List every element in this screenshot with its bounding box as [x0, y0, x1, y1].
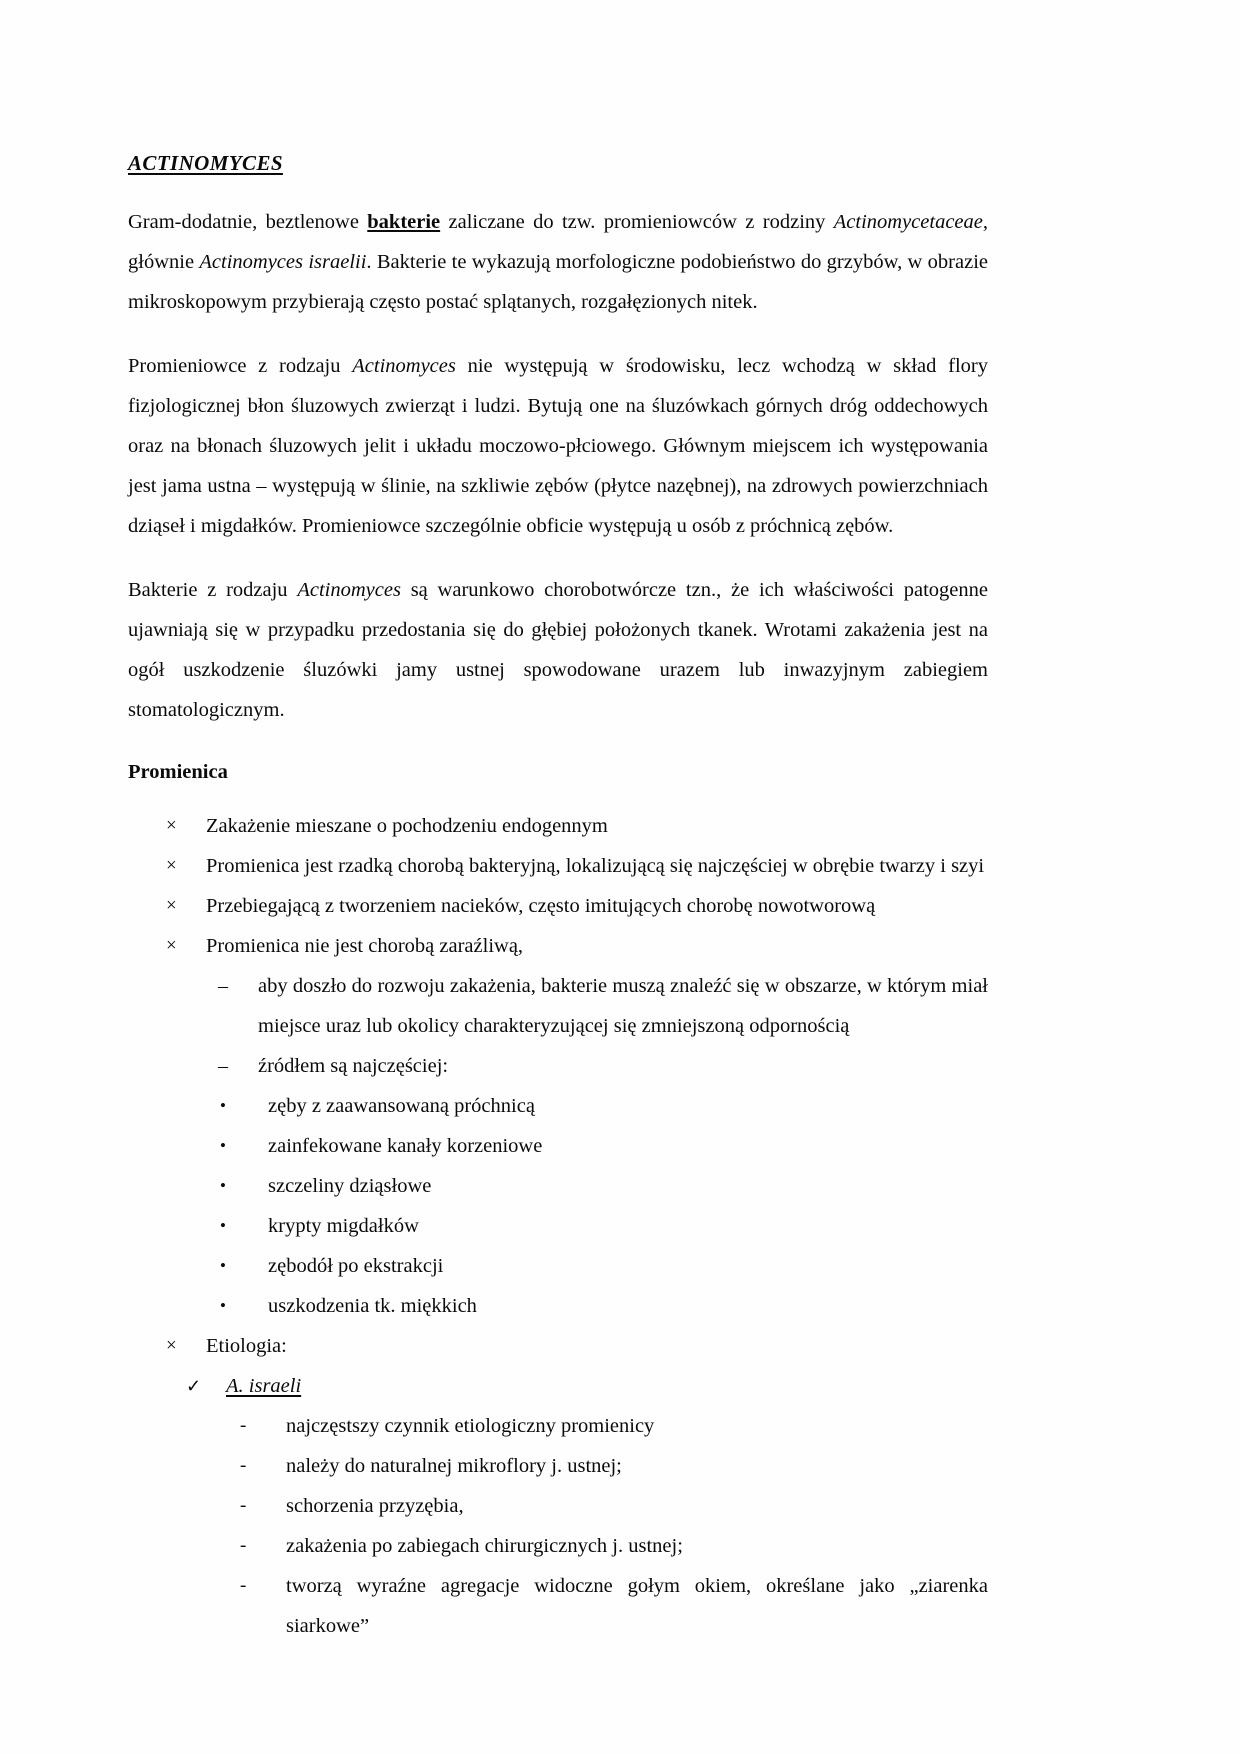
list-item-label: najczęstszy czynnik etiologiczny promienicy	[286, 1415, 655, 1438]
list-item	[240, 1446, 988, 1486]
etiologia-species-list	[186, 1366, 988, 1406]
list-item	[166, 806, 988, 846]
list-item-label: zębodół po ekstrakcji	[268, 1255, 444, 1278]
list-item	[166, 1326, 988, 1366]
list-item	[220, 1246, 988, 1286]
list-item-label: zakażenia po zabiegach chirurgicznych j. ustnej;	[286, 1535, 683, 1558]
cross-bullet-icon: ×	[166, 855, 177, 877]
p2-genus-name: Actinomyces	[352, 355, 456, 378]
dot-bullet-icon: •	[220, 1256, 226, 1276]
list-item	[220, 1286, 988, 1326]
p2-run3: nie występują w środowisku, lecz wchodzą w skład flory fizjologicznej błon śluzowych zwierząt i ludzi. Bytują one na śluzówkach górnych dróg oddechowych oraz na błonach śluzowych jelit i układu moczowo-płciowego. Głównym miejscem ich występowania jest jama ustna – występują w ślinie, na szkliwie zębów (płytce nazębnej), na zdrowych powierzchniach dziąseł i migdałków. Promieniowce szczególnie obficie występują u osób z próchnicą zębów.	[128, 355, 989, 538]
p3-run1: Bakterie z rodzaju	[128, 579, 298, 602]
paragraph-pathogenicity	[128, 570, 988, 730]
document-content	[128, 150, 988, 1646]
list-item	[240, 1526, 988, 1566]
dot-bullet-icon: •	[220, 1096, 226, 1116]
cross-bullet-icon: ×	[166, 1335, 177, 1357]
a-israeli-details-list	[240, 1406, 988, 1646]
cross-bullet-icon: ×	[166, 895, 177, 917]
etiologia-list	[166, 1326, 988, 1366]
list-item	[166, 926, 988, 966]
list-item-label: schorzenia przyzębia,	[286, 1495, 464, 1518]
species-label-a-israeli: A. israeli	[226, 1375, 302, 1398]
list-item-label: Promienica jest rzadką chorobą bakteryjną, lokalizującą się najczęściej w obrębie twarzy i szyi	[206, 855, 985, 878]
list-item-label: Etiologia:	[206, 1335, 287, 1358]
list-item	[220, 1206, 988, 1246]
dot-bullet-icon: •	[220, 1176, 226, 1196]
list-item-label: krypty migdałków	[268, 1215, 419, 1238]
cross-bullet-icon: ×	[166, 815, 177, 837]
section-heading-promienica: Promienica	[128, 761, 228, 784]
list-item-label: zęby z zaawansowaną próchnicą	[268, 1095, 535, 1118]
list-item-label: tworzą wyraźne agregacje widoczne gołym okiem, określane jako „ziarenka siarkowe”	[286, 1575, 988, 1638]
p1-bakterie-emphasis: bakterie	[367, 211, 441, 234]
check-bullet-icon: ✓	[186, 1376, 202, 1397]
p1-run1: Gram-dodatnie, beztlenowe	[128, 211, 368, 234]
hyphen-bullet-icon: -	[240, 1575, 247, 1597]
list-item	[220, 1166, 988, 1206]
p2-run1: Promieniowce z rodzaju	[128, 355, 353, 378]
list-item-label: uszkodzenia tk. miękkich	[268, 1295, 477, 1318]
list-item	[218, 1046, 988, 1086]
list-item-label: Zakażenie mieszane o pochodzeniu endogennym	[206, 815, 608, 838]
cross-bullet-icon: ×	[166, 935, 177, 957]
p1-species-name: Actinomyces israelii	[199, 251, 367, 274]
list-item	[166, 846, 988, 886]
list-item	[166, 886, 988, 926]
list-item-label: zainfekowane kanały korzeniowe	[268, 1135, 543, 1158]
list-item	[240, 1566, 988, 1646]
dot-bullet-icon: •	[220, 1136, 226, 1156]
dash-bullet-icon: –	[218, 1055, 228, 1078]
promienica-list	[166, 806, 988, 966]
transmission-sublist	[218, 966, 988, 1086]
list-item	[240, 1486, 988, 1526]
p1-family-name: Actinomycetaceae	[833, 211, 983, 234]
dash-bullet-icon: –	[218, 975, 228, 998]
list-item-label: należy do naturalnej mikroflory j. ustnej;	[286, 1455, 622, 1478]
hyphen-bullet-icon: -	[240, 1455, 247, 1477]
list-item-label: Promienica nie jest chorobą zaraźliwą,	[206, 935, 524, 958]
list-item	[240, 1406, 988, 1446]
hyphen-bullet-icon: -	[240, 1495, 247, 1517]
dot-bullet-icon: •	[220, 1216, 226, 1236]
paragraph-occurrence	[128, 346, 988, 546]
p3-genus-name: Actinomyces	[297, 579, 401, 602]
list-item-label: źródłem są najczęściej:	[258, 1055, 449, 1078]
list-item-label: Przebiegającą z tworzeniem nacieków, często imitujących chorobę nowotworową	[206, 895, 876, 918]
p1-run7: . Bakterie te wykazują morfologiczne podobieństwo do grzybów, w obrazie mikroskopowym przybierają często postać splątanych, rozgałęzionych nitek.	[128, 251, 988, 314]
p1-run5: , głównie	[128, 211, 988, 274]
hyphen-bullet-icon: -	[240, 1535, 247, 1557]
list-item	[220, 1086, 988, 1126]
list-item-label: aby doszło do rozwoju zakażenia, bakterie muszą znaleźć się w obszarze, w którym miał miejsce uraz lub okolicy charakteryzującej się zmniejszoną odpornością	[258, 975, 988, 1038]
hyphen-bullet-icon: -	[240, 1415, 247, 1437]
dot-bullet-icon: •	[220, 1296, 226, 1316]
paragraph-intro	[128, 202, 988, 322]
list-item	[186, 1366, 988, 1406]
list-item-label: szczeliny dziąsłowe	[268, 1175, 432, 1198]
sources-sublist	[220, 1086, 988, 1326]
p3-run3: są warunkowo chorobotwórcze tzn., że ich właściwości patogenne ujawniają się w przypadku przedostania się do głębiej położonych tkanek. Wrotami zakażenia jest na ogół uszkodzenie śluzówki jamy ustnej spowodowane urazem lub inwazyjnym zabiegiem stomatologicznym.	[128, 579, 988, 722]
list-item	[218, 966, 988, 1046]
p1-run3: zaliczane do tzw. promieniowców z rodziny	[440, 211, 834, 234]
list-item	[220, 1126, 988, 1166]
page-title: ACTINOMYCES	[128, 151, 283, 175]
